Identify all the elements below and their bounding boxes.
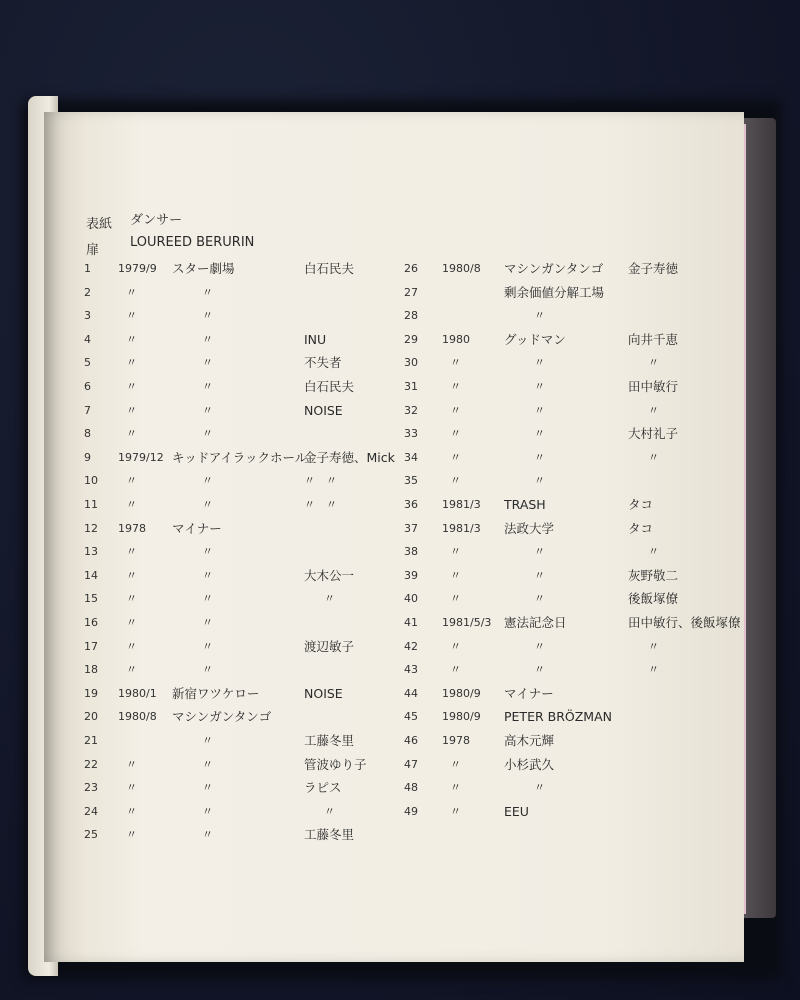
entry-number: 9 bbox=[84, 450, 91, 464]
book-page bbox=[44, 112, 744, 962]
entry-performer: 金子寿徳、Mick bbox=[304, 449, 395, 465]
entry-date: 1981/3 bbox=[442, 498, 481, 511]
entry-venue: 〃 bbox=[202, 474, 213, 488]
entry-venue: 〃 bbox=[202, 427, 213, 441]
entry-venue: スター劇場 bbox=[172, 261, 235, 276]
entry-number: 44 bbox=[404, 686, 418, 700]
entry-number: 10 bbox=[84, 474, 98, 488]
entry-number: 23 bbox=[84, 781, 98, 795]
entry-venue: 〃 bbox=[202, 332, 213, 346]
entry-venue: TRASH bbox=[504, 497, 546, 512]
entry-venue: 剰余価値分解工場 bbox=[504, 284, 605, 300]
entry-venue: 〃 bbox=[534, 568, 545, 582]
entry-date: 〃 bbox=[450, 427, 461, 441]
entry-number: 6 bbox=[84, 380, 91, 393]
entry-date: 〃 bbox=[126, 474, 137, 488]
entry-number: 2 bbox=[84, 285, 91, 299]
entry-venue: 〃 bbox=[202, 639, 213, 653]
entry-venue: 〃 bbox=[534, 545, 545, 559]
entry-number: 41 bbox=[404, 616, 418, 629]
entry-date: 1979/12 bbox=[118, 450, 164, 464]
entry-date: 〃 bbox=[450, 474, 461, 488]
entry-number: 38 bbox=[404, 545, 418, 559]
entry-date: 〃 bbox=[450, 356, 461, 370]
entry-performer: NOISE bbox=[304, 685, 343, 701]
entry-venue: 〃 bbox=[534, 663, 545, 677]
entry-venue: マシンガンタンゴ bbox=[172, 709, 272, 725]
entry-number: 25 bbox=[84, 828, 98, 842]
entry-number: 46 bbox=[404, 734, 418, 747]
entry-date: 〃 bbox=[126, 663, 137, 677]
entry-venue: 〃 bbox=[534, 450, 545, 464]
entry-number: 30 bbox=[404, 356, 418, 370]
entry-date: 〃 bbox=[126, 568, 137, 582]
entry-date: 〃 bbox=[126, 285, 137, 299]
entry-venue: 〃 bbox=[534, 474, 545, 488]
entry-venue: マイナー bbox=[172, 520, 222, 536]
entry-number: 24 bbox=[84, 804, 98, 818]
entry-venue: グッドマン bbox=[504, 331, 566, 347]
entry-number: 48 bbox=[404, 781, 418, 795]
entry-number: 31 bbox=[404, 380, 418, 393]
entry-date: 1980/8 bbox=[442, 262, 481, 275]
entry-venue: 〃 bbox=[202, 804, 213, 818]
entry-performer: 〃 bbox=[648, 450, 659, 464]
entry-number: 12 bbox=[84, 521, 98, 535]
entry-performer: 灰野敬二 bbox=[628, 567, 679, 583]
entry-date: 〃 bbox=[126, 828, 137, 842]
entry-venue: 〃 bbox=[202, 545, 213, 559]
entry-number: 13 bbox=[84, 545, 98, 559]
entry-number: 5 bbox=[84, 356, 91, 370]
entry-venue: 〃 bbox=[202, 285, 213, 299]
entry-venue: 〃 bbox=[202, 309, 213, 323]
entry-venue: 〃 bbox=[202, 734, 213, 747]
entry-date: 〃 bbox=[450, 781, 461, 795]
entry-performer: 白石民夫 bbox=[304, 261, 355, 276]
entry-date: 〃 bbox=[450, 568, 461, 582]
entry-date: 1979/9 bbox=[118, 262, 157, 275]
entry-date: 〃 bbox=[450, 403, 461, 417]
entry-number: 42 bbox=[404, 639, 418, 653]
entry-date: 〃 bbox=[126, 781, 137, 795]
entry-date: 〃 bbox=[450, 380, 461, 393]
entry-date: 1980/9 bbox=[442, 710, 481, 724]
entry-date: 〃 bbox=[126, 804, 137, 818]
entry-date: 〃 bbox=[126, 332, 137, 346]
entry-number: 16 bbox=[84, 616, 98, 629]
entry-number: 47 bbox=[404, 757, 418, 771]
entry-number: 49 bbox=[404, 804, 418, 818]
entry-number: 29 bbox=[404, 332, 418, 346]
entry-number: 35 bbox=[404, 474, 418, 488]
entry-venue: 〃 bbox=[202, 757, 213, 771]
entry-number: 32 bbox=[404, 403, 418, 417]
cover-value: ダンサー bbox=[130, 213, 183, 228]
entry-venue: 〃 bbox=[202, 356, 213, 370]
entry-performer: 〃 〃 bbox=[304, 498, 337, 511]
entry-number: 33 bbox=[404, 427, 418, 441]
entry-venue: 法政大学 bbox=[504, 520, 555, 536]
entry-performer: 〃 bbox=[648, 356, 659, 370]
entry-number: 18 bbox=[84, 663, 98, 677]
entry-date: 1980/9 bbox=[442, 686, 481, 700]
entry-date: 〃 bbox=[126, 592, 137, 606]
entry-performer: 〃 bbox=[648, 545, 659, 559]
entry-number: 4 bbox=[84, 332, 91, 346]
cover-label: 表紙 bbox=[86, 217, 113, 232]
entry-venue: 〃 bbox=[202, 568, 213, 582]
entry-number: 14 bbox=[84, 568, 98, 582]
entry-number: 37 bbox=[404, 521, 418, 535]
entry-number: 36 bbox=[404, 498, 418, 511]
entry-venue: 〃 bbox=[202, 498, 213, 511]
entry-number: 8 bbox=[84, 427, 91, 441]
entry-performer: 不失者 bbox=[304, 355, 342, 371]
entry-venue: 〃 bbox=[534, 427, 545, 441]
entry-date: 〃 bbox=[126, 498, 137, 511]
entry-number: 26 bbox=[404, 262, 418, 275]
entry-performer: 〃 bbox=[324, 804, 335, 818]
entry-performer: 〃 bbox=[648, 663, 659, 677]
entry-date: 1981/3 bbox=[442, 521, 481, 535]
entry-performer: 渡辺敏子 bbox=[304, 638, 355, 654]
entry-venue: 〃 bbox=[534, 356, 545, 370]
entry-venue: 〃 bbox=[202, 663, 213, 677]
entry-performer: NOISE bbox=[304, 402, 343, 418]
entry-performer: タコ bbox=[628, 520, 654, 536]
entry-performer: ラピス bbox=[304, 780, 342, 796]
entry-performer: 向井千恵 bbox=[628, 331, 679, 347]
entry-number: 11 bbox=[84, 498, 98, 511]
entry-performer: 工藤冬里 bbox=[304, 733, 355, 748]
entry-date: 〃 bbox=[450, 450, 461, 464]
entry-number: 45 bbox=[404, 710, 418, 724]
entry-date: 〃 bbox=[450, 663, 461, 677]
entry-venue: 〃 bbox=[534, 639, 545, 653]
entry-number: 1 bbox=[84, 262, 91, 275]
entry-date: 〃 bbox=[450, 639, 461, 653]
entry-number: 20 bbox=[84, 710, 98, 724]
entry-number: 21 bbox=[84, 734, 98, 747]
entry-venue: 〃 bbox=[202, 781, 213, 795]
entry-number: 39 bbox=[404, 568, 418, 582]
entry-venue: 〃 bbox=[534, 781, 545, 795]
entry-performer: タコ bbox=[628, 497, 654, 512]
entry-performer: 〃 〃 bbox=[304, 474, 337, 488]
entry-number: 27 bbox=[404, 285, 418, 299]
entry-performer: 大木公一 bbox=[304, 567, 355, 583]
entry-date: 〃 bbox=[126, 427, 137, 441]
entry-venue: マシンガンタンゴ bbox=[504, 261, 604, 276]
entry-date: 〃 bbox=[450, 757, 461, 771]
entry-date: 1978 bbox=[118, 521, 146, 535]
entry-venue: 〃 bbox=[202, 403, 213, 417]
entry-performer: 田中敏行、後飯塚僚 bbox=[628, 615, 741, 630]
entry-date: 1981/5/3 bbox=[442, 616, 492, 629]
entry-number: 34 bbox=[404, 450, 418, 464]
title-value: LOUREED BERURIN bbox=[130, 235, 255, 250]
entry-performer: INU bbox=[304, 331, 327, 347]
entry-number: 40 bbox=[404, 592, 418, 606]
entry-performer: 〃 bbox=[648, 639, 659, 653]
entry-venue: 〃 bbox=[534, 403, 545, 417]
entry-venue: マイナー bbox=[504, 685, 554, 701]
entry-venue: 〃 bbox=[534, 380, 545, 393]
entry-venue: 〃 bbox=[202, 380, 213, 393]
entry-venue: 〃 bbox=[534, 592, 545, 606]
entry-number: 43 bbox=[404, 663, 418, 677]
entry-venue: 〃 bbox=[534, 309, 545, 323]
entry-performer: 〃 bbox=[648, 403, 659, 417]
entry-performer: 白石民夫 bbox=[304, 379, 355, 394]
entry-date: 〃 bbox=[126, 545, 137, 559]
entry-number: 19 bbox=[84, 686, 98, 700]
entry-date: 1978 bbox=[442, 734, 470, 747]
entry-venue: 高木元輝 bbox=[504, 733, 555, 748]
entry-date: 〃 bbox=[450, 592, 461, 606]
entry-venue: 〃 bbox=[202, 592, 213, 606]
entry-date: 1980 bbox=[442, 332, 470, 346]
entry-venue: EEU bbox=[504, 803, 529, 819]
entry-number: 22 bbox=[84, 757, 98, 771]
entry-date: 〃 bbox=[450, 804, 461, 818]
entry-date: 1980/1 bbox=[118, 686, 157, 700]
entry-date: 〃 bbox=[126, 309, 137, 323]
entry-date: 〃 bbox=[126, 380, 137, 393]
entry-venue: PETER BRÖZMAN bbox=[504, 709, 612, 725]
entry-date: 〃 bbox=[126, 757, 137, 771]
entry-number: 15 bbox=[84, 592, 98, 606]
entry-date: 〃 bbox=[126, 403, 137, 417]
entry-performer: 〃 bbox=[324, 592, 335, 606]
entry-venue: キッドアイラックホール bbox=[172, 449, 308, 465]
entry-performer: 後飯塚僚 bbox=[628, 591, 679, 607]
entry-date: 〃 bbox=[126, 639, 137, 653]
entry-date: 〃 bbox=[126, 616, 137, 629]
entry-venue: 憲法記念日 bbox=[504, 615, 567, 630]
entry-performer: 大村礼子 bbox=[628, 426, 679, 442]
entry-date: 1980/8 bbox=[118, 710, 157, 724]
entry-date: 〃 bbox=[126, 356, 137, 370]
entry-venue: 〃 bbox=[202, 616, 213, 629]
entry-number: 3 bbox=[84, 309, 91, 323]
entry-venue: 新宿ワツケロー bbox=[172, 685, 260, 701]
entry-performer: 工藤冬里 bbox=[304, 827, 355, 843]
entry-venue: 〃 bbox=[202, 828, 213, 842]
entry-performer: 金子寿徳 bbox=[628, 261, 679, 276]
entry-date: 〃 bbox=[450, 545, 461, 559]
entry-performer: 管波ゆり子 bbox=[304, 756, 367, 772]
entry-number: 28 bbox=[404, 309, 418, 323]
entry-venue: 小杉武久 bbox=[504, 756, 555, 772]
entry-performer: 田中敏行 bbox=[628, 379, 679, 394]
entry-number: 17 bbox=[84, 639, 98, 653]
entry-number: 7 bbox=[84, 403, 91, 417]
title-label: 扉 bbox=[86, 243, 100, 258]
